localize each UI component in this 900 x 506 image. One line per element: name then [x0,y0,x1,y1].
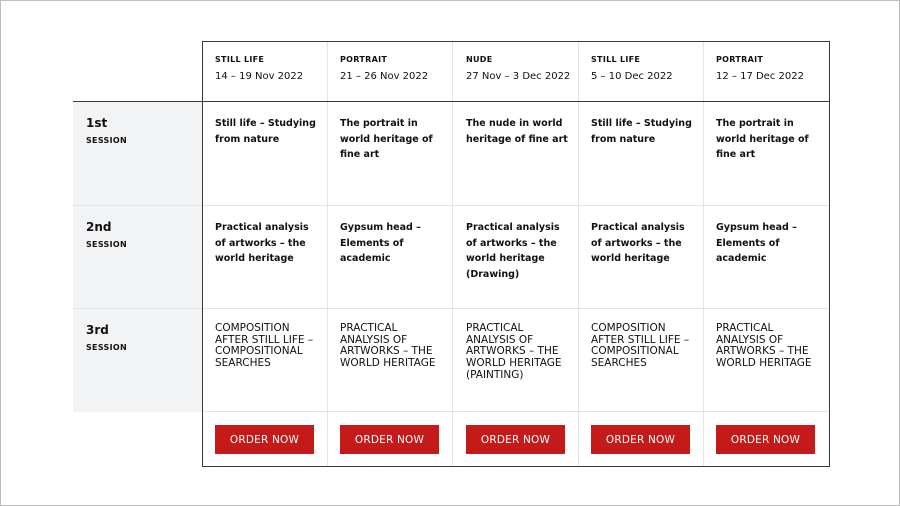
session-cell: PRACTICAL ANALYSIS OF ARTWORKS – THE WORLD HERITAGE [340,322,436,370]
session-cell: Still life – Studying from nature [591,118,692,145]
column-theme: STILL LIFE [591,55,641,64]
session-label [73,309,202,412]
session-cell: PRACTICAL ANALYSIS OF ARTWORKS – THE WORLD HERITAGE (PAINTING) [466,322,562,381]
session-word: SESSION [86,343,127,352]
order-now-button[interactable]: ORDER NOW [716,425,815,454]
column-theme: PORTRAIT [716,55,764,64]
row-divider [202,411,830,412]
column-header [202,41,327,101]
column-dates: 21 – 26 Nov 2022 [340,71,429,82]
table-border-top [202,41,830,42]
session-cell: Practical analysis of artworks – the world heritage [591,222,685,264]
session-label [73,206,202,309]
session-cell: COMPOSITION AFTER STILL LIFE – COMPOSITIONAL SEARCHES [591,322,690,370]
column-theme: NUDE [466,55,493,64]
column-divider [703,41,704,467]
order-now-button[interactable]: ORDER NOW [340,425,439,454]
column-theme: STILL LIFE [215,55,265,64]
session-cell: Practical analysis of artworks – the world heritage [215,222,309,264]
order-now-button[interactable]: ORDER NOW [591,425,690,454]
session-cell: The portrait in world heritage of fine art [716,118,809,160]
schedule-table [73,41,830,467]
order-now-button[interactable]: ORDER NOW [466,425,565,454]
table-border-right [829,41,830,467]
session-cell: Practical analysis of artworks – the world heritage (Drawing) [466,222,560,280]
column-header [327,41,452,101]
session-number: 1st [86,116,108,130]
column-dates: 5 – 10 Dec 2022 [591,71,673,82]
session-cell: The nude in world heritage of fine art [466,118,568,145]
header-divider [73,101,830,102]
session-cell: Gypsum head – Elements of academic [340,222,421,264]
column-theme: PORTRAIT [340,55,388,64]
session-cell: Gypsum head – Elements of academic [716,222,797,264]
session-cell: Still life – Studying from nature [215,118,316,145]
column-divider [578,41,579,467]
column-divider [452,41,453,467]
session-label [73,102,202,205]
column-dates: 27 Nov – 3 Dec 2022 [466,71,571,82]
column-header [453,41,578,101]
column-header [578,41,703,101]
column-dates: 12 – 17 Dec 2022 [716,71,804,82]
order-now-button[interactable]: ORDER NOW [215,425,314,454]
session-cell: The portrait in world heritage of fine art [340,118,433,160]
table-border-bottom [202,466,830,467]
session-number: 2nd [86,220,112,234]
column-divider [327,41,328,467]
session-cell: PRACTICAL ANALYSIS OF ARTWORKS – THE WORLD HERITAGE [716,322,812,370]
session-number: 3rd [86,323,109,337]
session-word: SESSION [86,240,127,249]
session-word: SESSION [86,136,127,145]
session-cell: COMPOSITION AFTER STILL LIFE – COMPOSITIONAL SEARCHES [215,322,314,370]
table-border-left [202,41,203,467]
column-dates: 14 – 19 Nov 2022 [215,71,304,82]
column-header [703,41,830,101]
